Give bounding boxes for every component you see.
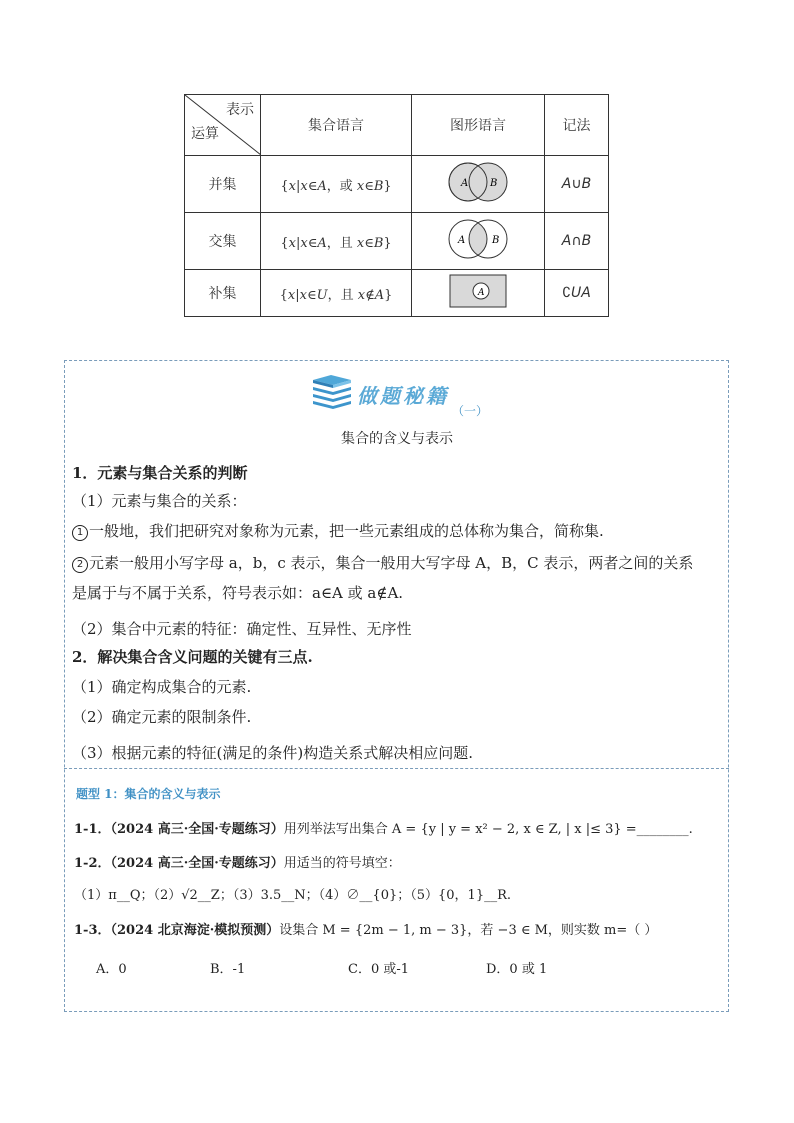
venn-label-a: A bbox=[461, 178, 469, 189]
venn-complement-diagram bbox=[449, 274, 507, 308]
option-c[interactable]: C．0 或-1 bbox=[348, 962, 410, 977]
venn-label-a: A bbox=[458, 235, 466, 246]
venn-intersection-diagram bbox=[442, 217, 514, 261]
circled-number: 1 bbox=[72, 525, 88, 541]
question-1-1: 1-1．（2024 高三·全国·专题练习）用列举法写出集合 A = {y | y = x² − 2, x ∈ Z, | x |≤ 3} =________. bbox=[74, 822, 693, 837]
table-row-complement bbox=[185, 270, 609, 317]
question-1-3: 1-3．（2024 北京海淀·模拟预测）设集合 M = {2m − 1, m − 3}，若 −3 ∈ M，则实数 m=（ ） bbox=[74, 923, 658, 938]
venn-label-b: B bbox=[492, 235, 500, 246]
question-1-2: 1-2．（2024 高三·全国·专题练习）用适当的符号填空： bbox=[74, 856, 401, 871]
books-logo-icon bbox=[311, 374, 353, 410]
paragraph-6: （2）确定元素的限制条件. bbox=[72, 708, 252, 726]
option-d[interactable]: D．0 或 1 bbox=[486, 962, 548, 977]
question-1-2-items: （1）π__Q；（2）√2__Z；（3）3.5__N；（4）∅__{0}；（5）{0，1}__R. bbox=[74, 888, 512, 903]
brand-title: 做题秘籍 bbox=[357, 384, 449, 408]
table-row-union bbox=[185, 156, 609, 213]
set-language-expr: {x|x∈A，且 x∈B} bbox=[280, 235, 392, 251]
set-language-expr: {x|x∈U，且 x∉A} bbox=[279, 287, 393, 303]
heading-1: 1．元素与集合关系的判断 bbox=[72, 464, 248, 482]
section-title: 集合的含义与表示 bbox=[341, 431, 453, 447]
brand-number: （一） bbox=[452, 404, 489, 418]
table-corner-cell bbox=[185, 95, 261, 156]
set-operations-table bbox=[184, 94, 609, 317]
paragraph-1: （1）元素与集合的关系： bbox=[72, 492, 247, 510]
option-a[interactable]: A．0 bbox=[96, 962, 127, 977]
notation-cell: A∪B bbox=[545, 156, 609, 213]
venn-intersection-cell bbox=[412, 213, 545, 270]
section-divider bbox=[64, 768, 729, 769]
paragraph-2: 1 一般地，我们把研究对象称为元素，把一些元素组成的总体称为集合，简称集. bbox=[72, 520, 604, 541]
venn-union-diagram bbox=[442, 160, 514, 204]
venn-label-a: A bbox=[478, 288, 485, 298]
paragraph-3a: 2 元素一般用小写字母 a，b，c 表示，集合一般用大写字母 A，B，C 表示，两者之间的关系 bbox=[72, 552, 693, 573]
corner-top-label: 表示 bbox=[226, 102, 254, 118]
paragraph-7: （3）根据元素的特征(满足的条件)构造关系式解决相应问题. bbox=[72, 744, 474, 762]
header-set-language: 集合语言 bbox=[261, 95, 412, 156]
circled-number: 2 bbox=[72, 557, 88, 573]
notation-cell: A∩B bbox=[545, 213, 609, 270]
op-label: 补集 bbox=[185, 270, 261, 317]
venn-union-cell bbox=[412, 156, 545, 213]
heading-2: 2．解决集合含义问题的关键有三点. bbox=[72, 648, 313, 666]
op-label: 交集 bbox=[185, 213, 261, 270]
set-language-cell bbox=[261, 213, 412, 270]
set-language-cell bbox=[261, 270, 412, 317]
table-row-intersection bbox=[185, 213, 609, 270]
header-notation: 记法 bbox=[545, 95, 609, 156]
venn-complement-cell bbox=[412, 270, 545, 317]
paragraph-4: （2）集合中元素的特征：确定性、互异性、无序性 bbox=[72, 620, 412, 638]
header-graphic-language: 图形语言 bbox=[412, 95, 545, 156]
op-label: 并集 bbox=[185, 156, 261, 213]
paragraph-5: （1）确定构成集合的元素. bbox=[72, 678, 252, 696]
set-language-cell bbox=[261, 156, 412, 213]
question-type-heading: 题型 1：集合的含义与表示 bbox=[76, 787, 221, 801]
corner-bottom-label: 运算 bbox=[191, 126, 219, 142]
set-language-expr: {x|x∈A，或 x∈B} bbox=[280, 178, 392, 194]
venn-label-b: B bbox=[490, 178, 498, 189]
paragraph-3b: 是属于与不属于关系，符号表示如：a∈A 或 a∉A. bbox=[72, 584, 404, 602]
option-b[interactable]: B．-1 bbox=[210, 962, 246, 977]
notation-cell: ∁UA bbox=[545, 270, 609, 317]
